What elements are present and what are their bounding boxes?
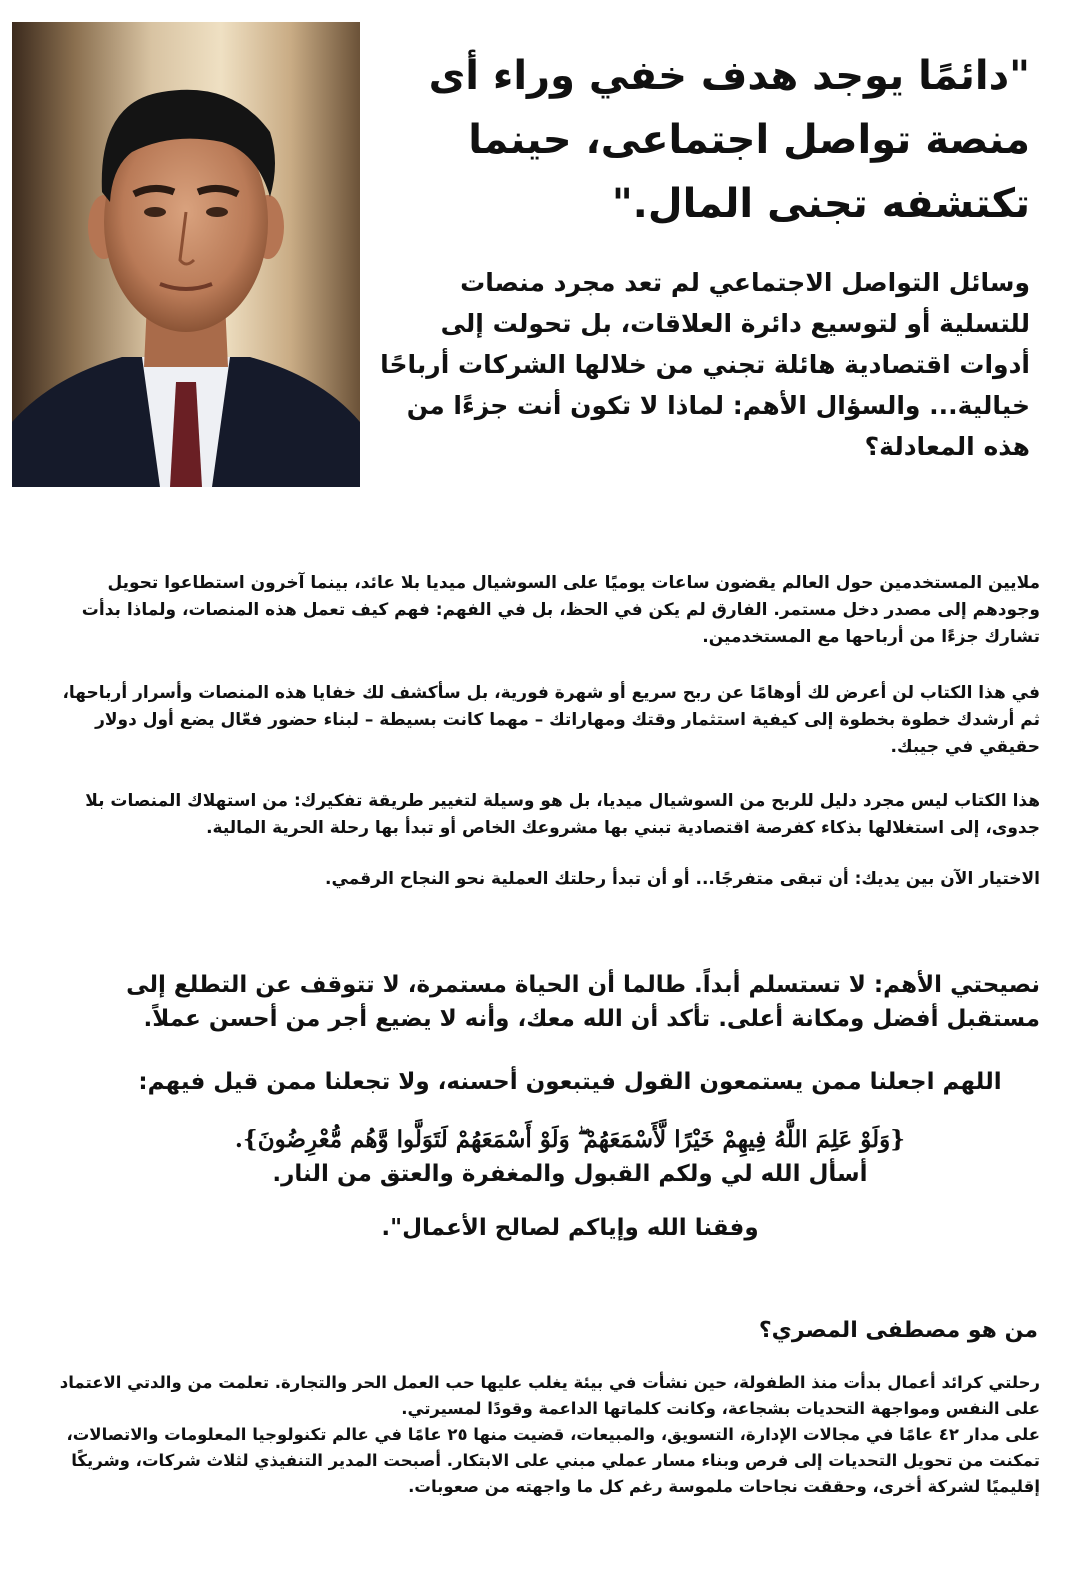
about-paragraph-1: رحلتي كرائد أعمال بدأت منذ الطفولة، حين نشأت في بيئة يغلب عليها حب العمل الحر والتجارة. تعلمت من والدتي الاعتماد على النفس ومواجهة التحديات بشجاعة، وكانت كلماتها الداعمة وقودًا لمسيرتي. (59, 1373, 1040, 1418)
about-paragraph-2: على مدار ٤٢ عامًا في مجالات الإدارة، التسويق، والمبيعات، قضيت منها ٢٥ عامًا في عالم تكنولوجيا المعلومات والاتصالات، تمكنت من تحويل التحديات إلى فرص وبناء مسار عملي مبني على الابتكار. أصبحت المدير التنفيذي لثلاث شركات، وشريكًا إقليميًا لشركة أخرى، وحققت نجاحات ملموسة رغم كل ما واجهته من صعوبات. (66, 1425, 1040, 1496)
intro-paragraph: وسائل التواصل الاجتماعي لم تعد مجرد منصات للتسلية أو لتوسيع دائرة العلاقات، بل تحولت إلى أدوات اقتصادية هائلة تجني من خلالها الشركات أرباحًا خيالية... والسؤال الأهم: لماذا لا تكون أنت جزءًا من هذه المعادلة؟ (380, 268, 1030, 461)
advice-paragraph: نصيحتي الأهم: لا تستسلم أبداً. طالما أن الحياة مستمرة، لا تتوقف عن التطلع إلى مستقبل أفضل ومكانة أعلى. تأكد أن الله معك، وأنه لا يضيع أجر من أحسن عملاً. (126, 972, 1040, 1032)
about-title: من هو مصطفى المصري؟ (758, 1318, 1038, 1343)
author-portrait (12, 22, 360, 487)
paragraph-text: في هذا الكتاب لن أعرض لك أوهامًا عن ربح سريع أو شهرة فورية، بل سأكشف لك خفايا هذه المنصات وأسرار أرباحها، ثم أرشدك خطوة بخطوة إلى كيفية استثمار وقتك ومهاراتك – مهما كانت بسيطة – لبناء حضور فعّال يضع أول دولار حقيقي في جيبك. (62, 683, 1040, 757)
quran-verse: {وَلَوْ عَلِمَ اللَّهُ فِيهِمْ خَيْرًا لَّأَسْمَعَهُمْ ۖ وَلَوْ أَسْمَعَهُمْ لَتَوَلَّوا وَّهُم مُّعْرِضُونَ}. (234, 1126, 906, 1153)
portrait-image (12, 22, 360, 487)
paragraph-text: هذا الكتاب ليس مجرد دليل للربح من السوشيال ميديا، بل هو وسيلة لتغيير طريقة تفكيرك: من استهلاك المنصات بلا جدوى، إلى استغلالها بذكاء كفرصة اقتصادية تبني بها مشروعك الخاص أو تبدأ بها رحلة الحرية المالية. (85, 791, 1040, 838)
body-paragraph-4 (40, 866, 1040, 893)
body-paragraph-2 (40, 680, 1040, 761)
body-paragraph-3 (40, 788, 1040, 842)
paragraph-text: ملايين المستخدمين حول العالم يقضون ساعات يوميًا على السوشيال ميديا بلا عائد، بينما آخرون استطاعوا تحويل وجودهم إلى مصدر دخل مستمر. الفارق لم يكن في الحظ، بل في الفهم: فهم كيف تعمل هذه المنصات، ولماذا بدأت تشارك جزءًا من أرباحها مع المستخدمين. (81, 573, 1040, 647)
about-body (40, 1370, 1040, 1500)
body-paragraph-1 (40, 570, 1040, 651)
closing-line: وفقنا الله وإياكم لصالح الأعمال". (381, 1215, 759, 1241)
headline-quote: "دائمًا يوجد هدف خفي وراء أى منصة تواصل اجتماعى، حينما تكتشفه تجنى المال." (428, 53, 1030, 227)
dua-line: أسأل الله لي ولكم القبول والمغفرة والعتق من النار. (272, 1161, 868, 1187)
prayer-line: اللهم اجعلنا ممن يستمعون القول فيتبعون أحسنه، ولا تجعلنا ممن قيل فيهم: (138, 1069, 1002, 1095)
paragraph-text: الاختيار الآن بين يديك: أن تبقى متفرجًا... أو أن تبدأ رحلتك العملية نحو النجاح الرقمي. (325, 869, 1040, 889)
